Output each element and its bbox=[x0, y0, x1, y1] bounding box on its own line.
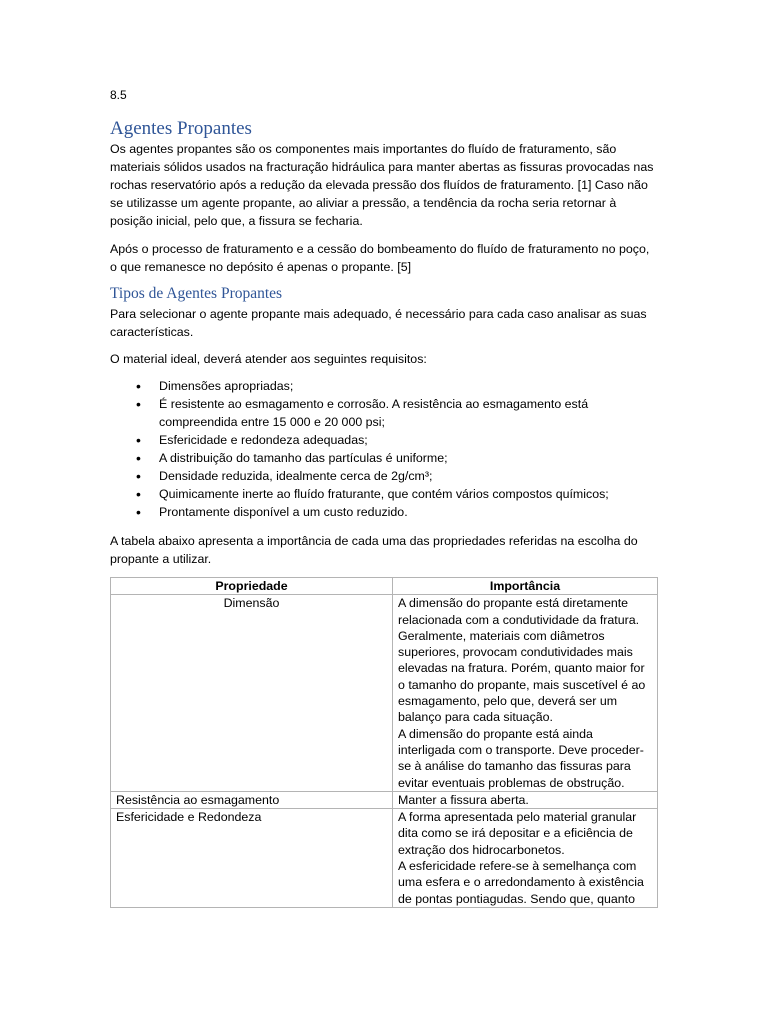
list-item: • Densidade reduzida, idealmente cerca de 2g/cm³; bbox=[110, 467, 650, 485]
list-item: • Dimensões apropriadas; bbox=[110, 377, 650, 395]
table-row bbox=[111, 809, 658, 908]
importance-cell bbox=[393, 595, 658, 792]
column-header-importance: Importância bbox=[393, 578, 658, 595]
property-cell: Dimensão bbox=[111, 595, 393, 792]
importance-text: Manter a fissura aberta. bbox=[398, 792, 529, 807]
table-intro: A tabela abaixo apresenta a importância de cada uma das propriedades referidas na escolha do propante a utilizar. bbox=[110, 534, 638, 566]
second-paragraph: Após o processo de fraturamento e a cessão do bombeamento do fluído de fraturamento no poço, o que remanesce no depósito é apenas o propante. [5] bbox=[110, 242, 650, 274]
requirements-intro: O material ideal, deverá atender aos seguintes requisitos: bbox=[110, 352, 427, 366]
list-item: • Quimicamente inerte ao fluído fraturante, que contém vários compostos químicos; bbox=[110, 485, 650, 503]
property-cell: Esfericidade e Redondeza bbox=[111, 809, 393, 908]
importance-text: A dimensão do propante está diretamente relacionada com a condutividade da fratura. Geralmente, materiais com diâmetros superiores, provocam condutividades mais elevadas na fratura. Porém, quanto maior for o tamanho do propante, mais suscetível é ao esmagamento, pelo que, deverá ser um balanço para cada situação. bbox=[398, 596, 646, 725]
importance-cell bbox=[393, 809, 658, 908]
table-header-row bbox=[111, 578, 658, 595]
requirements-list bbox=[110, 377, 650, 521]
property-cell: Resistência ao esmagamento bbox=[111, 791, 393, 808]
list-item: • É resistente ao esmagamento e corrosão. A resistência ao esmagamento está compreendida entre 15 000 e 20 000 psi; bbox=[110, 395, 650, 431]
importance-text: A dimensão do propante está ainda interligada com o transporte. Deve proceder-se à análise do tamanho das fissuras para evitar eventuais problemas de obstrução. bbox=[398, 726, 644, 790]
list-item: • Esfericidade e redondeza adequadas; bbox=[110, 431, 650, 449]
importance-text: A forma apresentada pelo material granular dita como se irá depositar e a eficiência de extração dos hidrocarbonetos. bbox=[398, 810, 637, 857]
table-row bbox=[111, 791, 658, 808]
section-subtitle: Tipos de Agentes Propantes bbox=[110, 285, 283, 302]
selection-paragraph: Para selecionar o agente propante mais adequado, é necessário para cada caso analisar as suas características. bbox=[110, 307, 647, 339]
list-item: • Prontamente disponível a um custo reduzido. bbox=[110, 503, 650, 521]
table-row bbox=[111, 595, 658, 792]
importance-cell bbox=[393, 791, 658, 808]
importance-text: A esfericidade refere-se à semelhança com uma esfera e o arredondamento à existência de pontas pontiagudas. Sendo que, quanto bbox=[398, 859, 644, 906]
list-item: • A distribuição do tamanho das partículas é uniforme; bbox=[110, 449, 650, 467]
intro-paragraph: Os agentes propantes são os componentes mais importantes do fluído de fraturamento, são materiais sólidos usados na fracturação hidráulica para manter abertas as fissuras provocadas nas rochas reservatório após a redução da elevada pressão dos fluídos de fraturamento. [1] Caso não se utilizasse um agente propante, ao aliviar a pressão, a tendência da rocha seria retornar à posição inicial, pelo que, a fissura se fecharia. bbox=[110, 142, 654, 228]
page-title: Agentes Propantes bbox=[110, 118, 252, 139]
section-number: 8.5 bbox=[110, 88, 127, 102]
properties-table bbox=[110, 577, 658, 908]
column-header-property: Propriedade bbox=[111, 578, 393, 595]
